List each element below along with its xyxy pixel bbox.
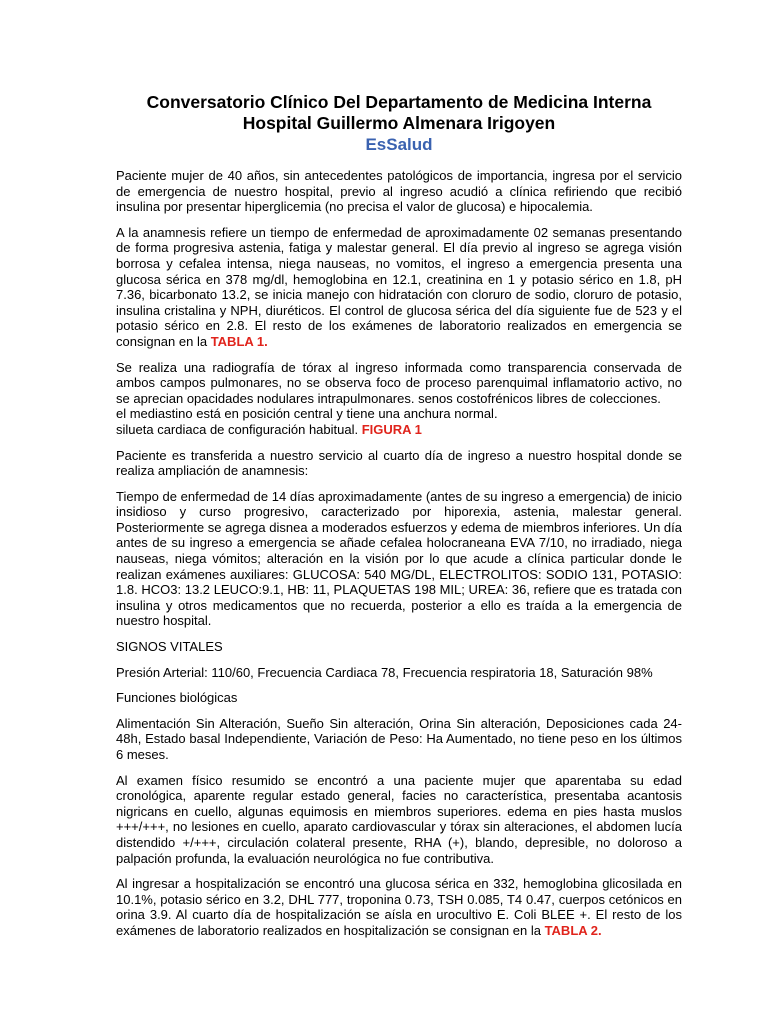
paragraph-examen-fisico: Al examen físico resumido se encontró a una paciente mujer que aparentaba su edad cronológica, aparente regular estado general, facies no característica, presentaba acantosis nigricans en cuello, algunas equimosis en miembros superiores. edema en pies hasta muslos +++/+++, no lesiones en cuello, aparato cardiovascular y tórax sin alteraciones, el abdomen lucía distendido +/+++, circulación colateral presente, RHA (+), blando, depresible, no doloroso a palpación profunda, la evaluación neurológica no fue contributiva. [116, 772, 682, 866]
paragraph-tiempo-enfermedad: Tiempo de enfermedad de 14 días aproximadamente (antes de su ingreso a emergencia) de inicio insidioso y curso progresivo, caracterizado por hiporexia, astenia, malestar general. Posteriormente se agrega disnea a moderados esfuerzos y edema de miembros inferiores. Un día antes de su ingreso a emergencia se añade cefalea holocraneana EVA 7/10, no irradiado, niega nauseas, niega vómitos; alteración en la visión por lo que acude a clínica particular donde le realizan exámenes auxiliares: GLUCOSA: 540 MG/DL, ELECTROLITOS: SODIO 131, POTASIO: 1.8. HCO3: 13.2 LEUCO:9.1, HB: 11, PLAQUETAS 198 MIL; UREA: 36, refiere que es tratada con insulina y otros medicamentos que no recuerda, posterior a ello es traída a la emergencia de nuestro hospital. [116, 488, 682, 629]
paragraph-anamnesis [116, 225, 682, 350]
paragraph-radiografia [116, 360, 682, 438]
mediastino-text: el mediastino está en posición central y tiene una anchura normal. [116, 406, 498, 422]
signos-vitales-heading: SIGNOS VITALES [116, 639, 223, 655]
figura-1-reference: FIGURA 1 [361, 421, 422, 437]
paragraph-intro: Paciente mujer de 40 años, sin antecedentes patológicos de importancia, ingresa por el servicio de emergencia de nuestro hospital, previo al ingreso acudió a clínica refiriendo que recibió insulina por presentar hiperglicemia (no precisa el valor de glucosa) e hipocalemia. [116, 168, 682, 215]
silueta-text: silueta cardiaca de configuración habitual. [116, 421, 362, 437]
title-line-2: Hospital Guillermo Almenara Irigoyen [242, 113, 556, 133]
radiografia-text: Se realiza una radiografía de tórax al ingreso informada como transparencia conservada de ambos campos pulmonares, no se observa foco de proceso parenquimal inflamatorio activo, no se aprecian opacidades nodulares intrapulmonares. senos costofrénicos libres de colecciones. [116, 359, 682, 406]
title-line-1: Conversatorio Clínico Del Departamento de Medicina Interna [146, 92, 652, 112]
paragraph-transferencia: Paciente es transferida a nuestro servicio al cuarto día de ingreso a nuestro hospital donde se realiza ampliación de anamnesis: [116, 447, 682, 479]
tabla-2-reference: TABLA 2. [544, 922, 602, 938]
hospitalizacion-text: Al ingresar a hospitalización se encontró una glucosa sérica en 332, hemoglobina glicosilada en 10.1%, potasio sérico en 3.2, DHL 777, troponina 0.73, TSH 0.085, T4 0.47, cuerpos cetónicos en orina 3.9. Al cuarto día de hospitalización se aísla en urocultivo E. Coli BLEE +. El resto de los exámenes de laboratorio realizados en hospitalización se consignan en la [116, 876, 682, 938]
funciones-heading: Funciones biológicas [116, 690, 238, 706]
funciones-values: Alimentación Sin Alteración, Sueño Sin alteración, Orina Sin alteración, Deposiciones cada 24-48h, Estado basal Independiente, Variación de Peso: Ha Aumentado, no tiene peso en los últimos 6 meses. [116, 715, 682, 762]
anamnesis-text: A la anamnesis refiere un tiempo de enfermedad de aproximadamente 02 semanas presentando de forma progresiva astenia, fatiga y malestar general. El día previo al ingreso se agrega visión borrosa y cefalea intensa, niega nauseas, no vomitos, el ingreso a emergencia presenta una glucosa sérica en 378 mg/dl, hemoglobina en 12.1, creatinina en 1 y potasio sérico en 1.8, pH 7.36, bicarbonato 13.2, se inicia manejo con hidratación con cloruro de sodio, cloruro de potasio, insulina cristalina y NPH, diuréticos. El control de glucosa sérica del día siguiente fue de 523 y el potasio sérico en 2.8. El resto de los exámenes de laboratorio realizados en emergencia se consignan en la [116, 224, 682, 349]
tabla-1-reference: TABLA 1. [210, 333, 268, 349]
signos-vitales-values: Presión Arterial: 110/60, Frecuencia Cardiaca 78, Frecuencia respiratoria 18, Saturación 98% [116, 664, 653, 680]
paragraph-hospitalizacion [116, 876, 682, 938]
brand-essalud: EsSalud [365, 135, 433, 154]
